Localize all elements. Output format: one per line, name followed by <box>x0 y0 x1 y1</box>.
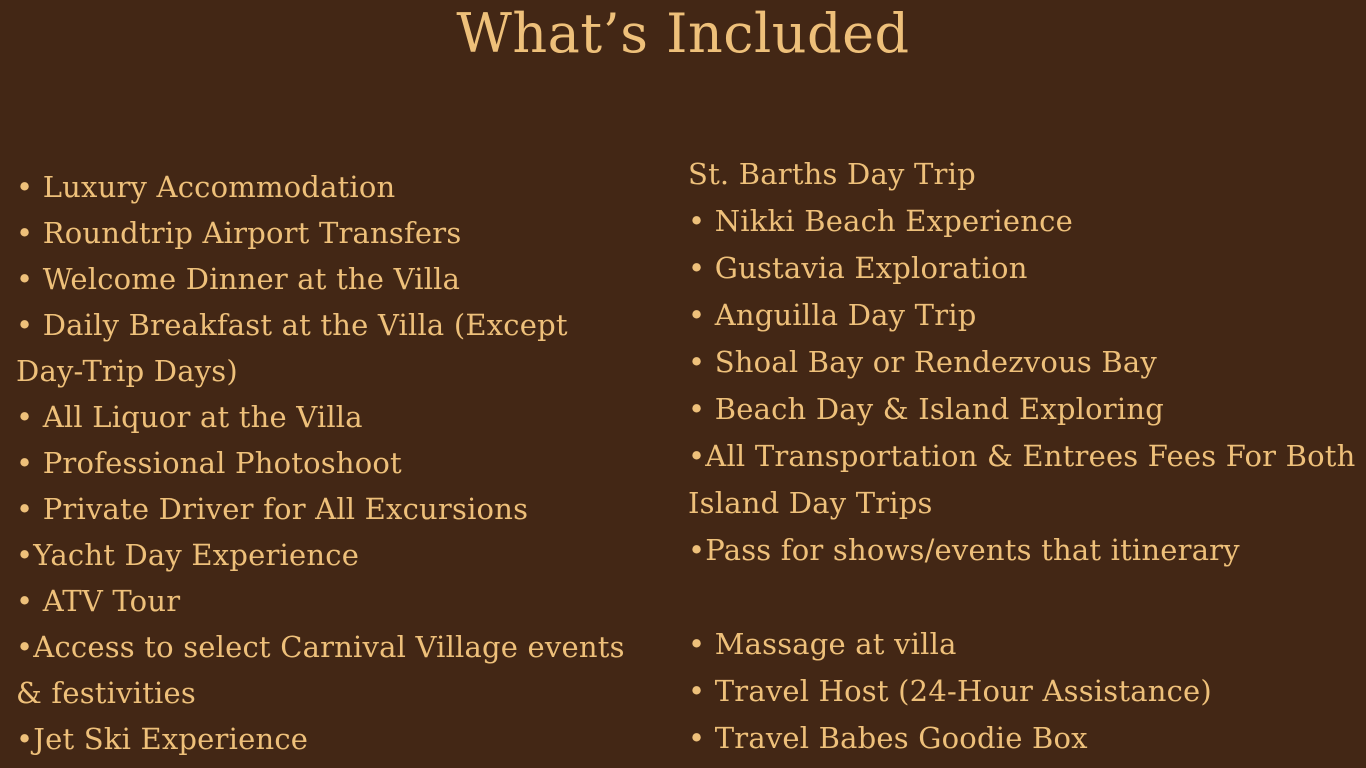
included-list-left <box>16 164 646 762</box>
list-item: • Private Driver for All Excursions <box>16 492 529 526</box>
list-item-continuation: Island Day Trips <box>688 486 933 520</box>
list-item: •Jet Ski Experience <box>16 722 309 756</box>
list-item: • Shoal Bay or Rendezvous Bay <box>688 345 1157 379</box>
list-item: •Access to select Carnival Village events <box>16 630 625 664</box>
list-item: • Anguilla Day Trip <box>688 298 977 332</box>
list-item: • Gustavia Exploration <box>688 251 1028 285</box>
list-item: • Beach Day & Island Exploring <box>688 392 1164 426</box>
page-title: What’s Included <box>456 2 910 65</box>
included-list-right <box>688 151 1358 762</box>
list-item: • ATV Tour <box>16 584 181 618</box>
list-item: • Travel Babes Goodie Box <box>688 721 1088 755</box>
list-item: • All Liquor at the Villa <box>16 400 363 434</box>
list-item: • Roundtrip Airport Transfers <box>16 216 462 250</box>
list-item: • Professional Photoshoot <box>16 446 402 480</box>
list-item: • Luxury Accommodation <box>16 170 396 204</box>
blank-line <box>688 574 1358 621</box>
list-item-continuation: & festivities <box>16 676 196 710</box>
list-item: • Travel Host (24-Hour Assistance) <box>688 674 1212 708</box>
list-item-continuation: Day-Trip Days) <box>16 354 238 388</box>
section-heading-st-barths: St. Barths Day Trip <box>688 157 976 191</box>
list-item: •All Transportation & Entrees Fees For Both <box>688 439 1356 473</box>
list-item: • Daily Breakfast at the Villa (Except <box>16 308 568 342</box>
list-item: •Yacht Day Experience <box>16 538 360 572</box>
list-item: • Nikki Beach Experience <box>688 204 1073 238</box>
list-item: • Welcome Dinner at the Villa <box>16 262 461 296</box>
list-item: • Massage at villa <box>688 627 957 661</box>
list-item: •Pass for shows/events that itinerary <box>688 533 1240 567</box>
